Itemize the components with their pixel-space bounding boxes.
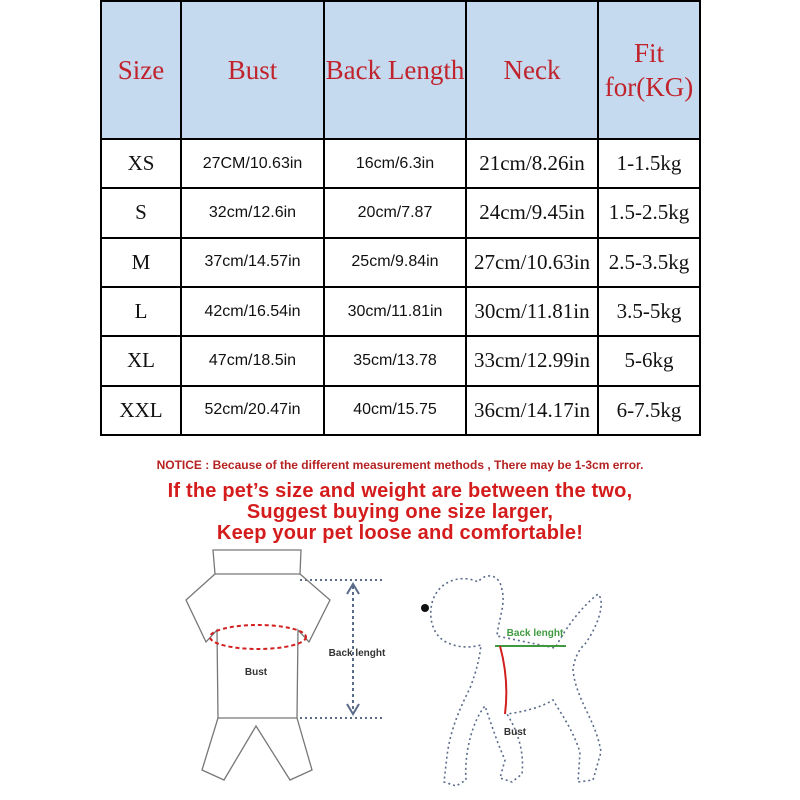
cell-neck: 36cm/14.17in xyxy=(466,386,598,435)
cell-size: L xyxy=(101,287,181,336)
cell-size: M xyxy=(101,238,181,287)
header-neck: Neck xyxy=(466,1,598,139)
advice-line-3: Keep your pet loose and comfortable! xyxy=(216,522,584,544)
cell-bust: 37cm/14.57in xyxy=(181,238,324,287)
header-size: Size xyxy=(101,1,181,139)
table-row xyxy=(101,188,700,237)
cell-fit-weight: 5-6kg xyxy=(598,336,700,385)
advice-line-2: Suggest buying one size larger, xyxy=(246,501,554,523)
table-row xyxy=(101,336,700,385)
cell-bust: 42cm/16.54in xyxy=(181,287,324,336)
table-header-row xyxy=(101,1,700,139)
cell-fit-weight: 1-1.5kg xyxy=(598,139,700,188)
notice-text: NOTICE : Because of the different measurement methods , There may be 1-3cm error. xyxy=(156,458,644,472)
dog-back-length-label: Back lenght xyxy=(506,628,564,639)
cell-size: XS xyxy=(101,139,181,188)
cell-bust: 52cm/20.47in xyxy=(181,386,324,435)
cell-size: XL xyxy=(101,336,181,385)
shirt-bust-line xyxy=(210,625,306,649)
cell-bust: 47cm/18.5in xyxy=(181,336,324,385)
cell-neck: 21cm/8.26in xyxy=(466,139,598,188)
cell-bust: 27CM/10.63in xyxy=(181,139,324,188)
dog-bust-label: Bust xyxy=(503,727,527,738)
cell-size: XXL xyxy=(101,386,181,435)
cell-back-length: 25cm/9.84in xyxy=(324,238,466,287)
cell-back-length: 40cm/15.75 xyxy=(324,386,466,435)
cell-size: S xyxy=(101,188,181,237)
shirt-bust-label: Bust xyxy=(244,667,268,678)
table-row xyxy=(101,287,700,336)
cell-fit-weight: 1.5-2.5kg xyxy=(598,188,700,237)
cell-neck: 33cm/12.99in xyxy=(466,336,598,385)
dog-bust-line xyxy=(500,646,506,714)
header-bust: Bust xyxy=(181,1,324,139)
shirt-back-length-label: Back lenght xyxy=(328,648,386,659)
cell-bust: 32cm/12.6in xyxy=(181,188,324,237)
cell-neck: 27cm/10.63in xyxy=(466,238,598,287)
header-back-length: Back Length xyxy=(324,1,466,139)
table-row xyxy=(101,238,700,287)
measurement-diagram xyxy=(0,540,800,800)
shirt-outline xyxy=(186,550,330,780)
cell-neck: 24cm/9.45in xyxy=(466,188,598,237)
cell-fit-weight: 6-7.5kg xyxy=(598,386,700,435)
cell-back-length: 16cm/6.3in xyxy=(324,139,466,188)
cell-fit-weight: 3.5-5kg xyxy=(598,287,700,336)
dog-silhouette xyxy=(431,576,601,786)
cell-back-length: 35cm/13.78 xyxy=(324,336,466,385)
cell-back-length: 20cm/7.87 xyxy=(324,188,466,237)
cell-back-length: 30cm/11.81in xyxy=(324,287,466,336)
header-fit-weight: Fit for(KG) xyxy=(598,1,700,139)
cell-neck: 30cm/11.81in xyxy=(466,287,598,336)
dog-nose-icon xyxy=(421,604,429,612)
advice-line-1: If the pet’s size and weight are between the two, xyxy=(167,480,633,502)
table-row xyxy=(101,386,700,435)
cell-fit-weight: 2.5-3.5kg xyxy=(598,238,700,287)
size-chart-table xyxy=(100,0,701,436)
table-row xyxy=(101,139,700,188)
